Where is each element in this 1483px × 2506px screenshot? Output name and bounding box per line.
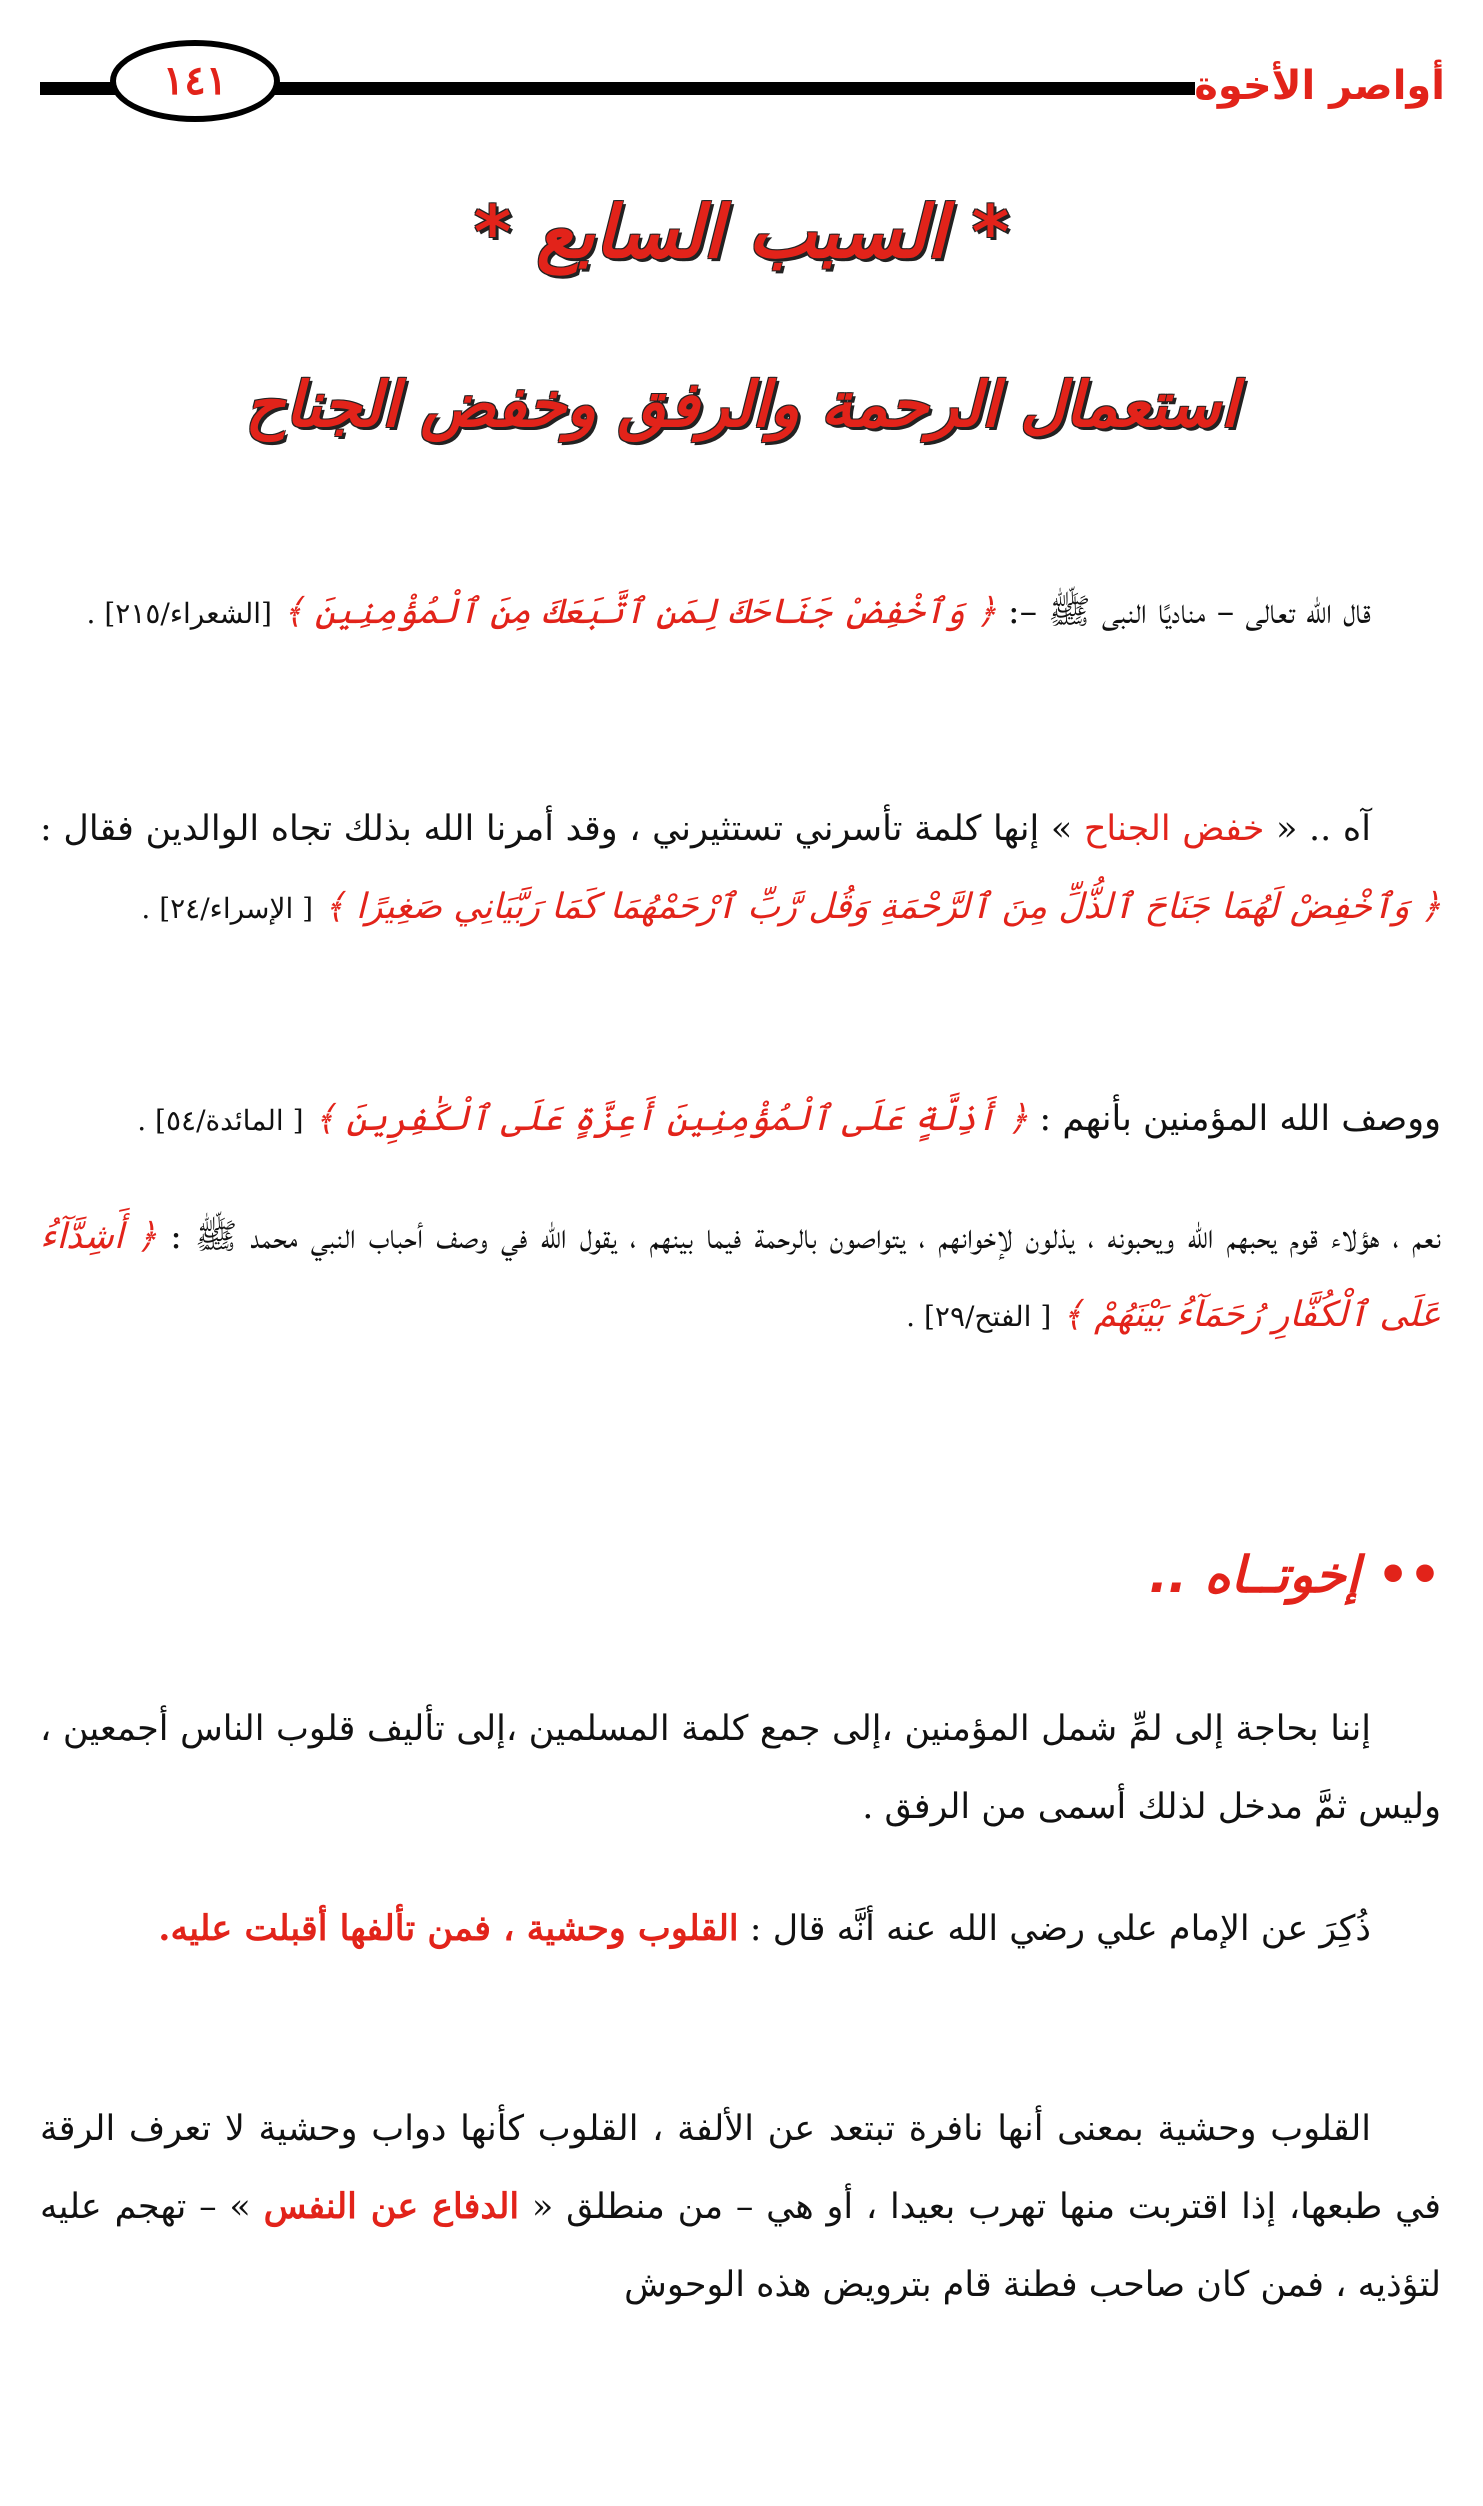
p4-text: نعم ، هؤلاء قوم يحبهم الله ويحبونه ، يذلون لإخوانهم ، يتواصون بالرحمة فيما بينهم ، يقول الله في وصف أحباب النبي محمد ﷺ : [170,1217,1441,1257]
book-title: أواصر الأخوة [1194,63,1445,109]
verse-reference-4: [ الفتح/٢٩] . [906,1300,1052,1333]
page-number: ١٤١ [110,40,280,122]
paragraph-6 [40,1890,1441,1968]
chapter-title: * السبب السابع * [473,190,1010,274]
paragraph-1 [40,573,1441,653]
paragraph-7 [40,2090,1441,2324]
quran-verse-1: ﴿ وَٱخْفِضْ جَنَاحَكَ لِمَنِ ٱتَّبَعَكَ مِنَ ٱلْمُؤْمِنِينَ ﴾ [283,592,997,632]
p3-intro: ووصف الله المؤمنين بأنهم : [1039,1099,1441,1139]
chapter-subtitle: استعمال الرحمة والرفق وخفض الجناح [245,368,1238,441]
paragraph-2 [40,790,1441,948]
p7-text-a: القلوب وحشية بمعنى أنها نافرة تبتعد عن الألفة ، القلوب كأنها دواب وحشية لا تعرف الرقة في طبعها، إذا اقتربت منها تهرب بعيدا ، أو هي – من منطلق « [40,2109,1441,2227]
quran-verse-4: ﴿ أَشِدَّآءُ عَلَى ٱلْكُفَّارِ رُحَمَآءُ بَيْنَهُمْ ﴾ [40,1217,1441,1335]
ali-quote: القلوب وحشية ، فمن تألفها أقبلت عليه. [158,1908,739,1949]
p1-intro: قال الله تعالى – مناديًا النبى ﷺ –: [1007,592,1371,632]
verse-reference-1: [الشعراء/٢١٥] . [86,597,272,630]
verse-reference-3: [ المائدة/٥٤] . [137,1104,304,1137]
quran-verse-3: ﴿ أَذِلَّةٍ عَلَى ٱلْمُؤْمِنِينَ أَعِزَّةٍ عَلَى ٱلْكَٰفِرِينَ ﴾ [314,1099,1029,1139]
section-heading: •• إخوتــاه .. [1149,1546,1441,1604]
term-khafd-al-janah: خفض الجناح [1083,809,1265,849]
p2-text-b: » إنها كلمة تأسرني تستثيرني ، وقد أمرنا الله بذلك تجاه الوالدين فقال : [40,809,1073,849]
p5-text: إننا بحاجة إلى لمِّ شمل المؤمنين ،إلى جمع كلمة المسلمين ،إلى تأليف قلوب الناس أجمعين ، وليس ثمَّ مدخل لذلك أسمى من الرفق . [40,1709,1441,1827]
paragraph-3 [40,1080,1441,1160]
quran-verse-2: ﴿ وَٱخْفِضْ لَهُمَا جَنَاحَ ٱلذُّلِّ مِنَ ٱلرَّحْمَةِ وَقُل رَّبِّ ٱرْحَمْهُمَا كَمَا رَبَّيَانِي صَغِيرًا ﴾ [324,887,1441,927]
page-header [40,40,1445,120]
p2-text-a: آه .. « [1276,809,1371,849]
p6-intro: ذُكِرَ عن الإمام علي رضي الله عنه أنَّه قال : [749,1909,1371,1949]
paragraph-5 [40,1690,1441,1846]
paragraph-4 [40,1198,1441,1356]
term-self-defense: الدفاع عن النفس [263,2186,520,2227]
verse-reference-2: [ الإسراء/٢٤] . [141,892,314,925]
p7-text-b: » – تهجم عليه لتؤذيه ، فمن كان صاحب فطنة قام بترويض هذه الوحوش [40,2187,1441,2305]
